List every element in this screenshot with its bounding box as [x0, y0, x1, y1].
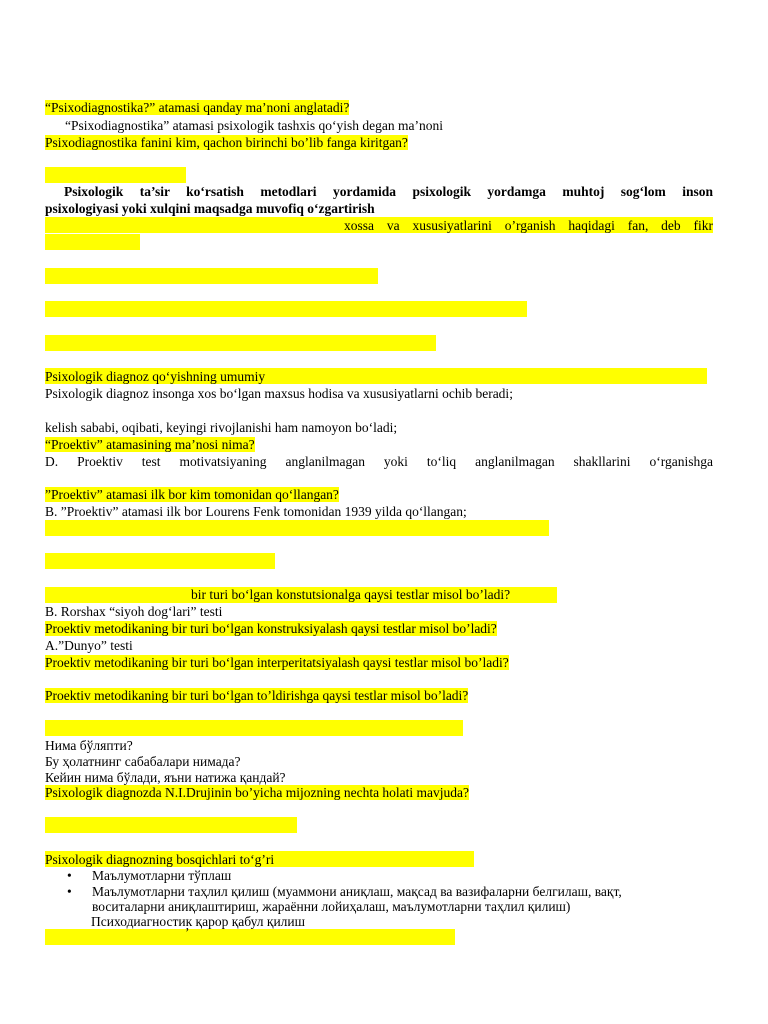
diagnosis-origin: kelish sababi, oqibati, keyingi rivojlanishi ham namoyon bo‘ladi; — [45, 420, 398, 435]
highlight-bar — [45, 553, 275, 569]
answer-konstitutsional: B. Rorshax “siyoh dog‘lari” testi — [45, 604, 223, 619]
diagnosis-general: Psixologik diagnoz qo‘yishning umumiy — [45, 369, 266, 384]
highlight-bar — [45, 268, 378, 284]
question-who-introduced: Psixodiagnostika fanini kim, qachon birinchi bo’lib fanga kiritgan? — [45, 135, 408, 150]
xossa-line: xossa va xususiyatlarini o’rganish haqidagi fan, deb fikr — [344, 218, 713, 233]
bullet-icon: • — [67, 868, 72, 883]
highlight-bar — [45, 301, 527, 317]
question-drujinin: Psixologik diagnozda N.I.Drujinin bo’yicha mijozning nechta holati mavjuda? — [45, 785, 470, 800]
bold-paragraph-line-1: Psixologik ta’sir ko‘rsatish metodlari yordamida psixologik yordamga muhtoj sog‘lom inson — [64, 184, 713, 199]
question-interpretatsiya: Proektiv metodikaning bir turi bo‘lgan interperitatsiyalash qaysi testlar misol bo’ladi? — [45, 655, 509, 670]
bullet-icon: • — [67, 884, 72, 899]
highlight-bar — [45, 817, 297, 833]
cyrillic-question-3: Кейин нима бўлади, яъни натижа қандай? — [45, 770, 286, 785]
stage-item-1: Маълумотларни тўплаш — [92, 868, 232, 883]
answer-psixodiagnostika-meaning: “Psixodiagnostika” atamasi psixologik tashxis qo‘yish degan ma’noni — [65, 118, 443, 133]
diagnosis-reveals: Psixologik diagnoz insonga xos bo‘lgan maxsus hodisa va xususiyatlarni ochib beradi; — [45, 386, 513, 401]
cyrillic-question-1: Нима бўляпти? — [45, 738, 133, 753]
question-toldirish: Proektiv metodikaning bir turi bo‘lgan to’ldirishga qaysi testlar misol bo’ladi? — [45, 688, 469, 703]
answer-konstruksiya: A.”Dunyo” testi — [45, 638, 133, 653]
highlight-bar — [45, 234, 140, 250]
answer-proektiv-meaning: D. Proektiv test motivatsiyaning anglanilmagan yoki to‘liq anglanilmagan shakllarini o‘rganishga — [45, 454, 713, 469]
question-proektiv-meaning: “Proektiv” atamasining ma’nosi nima? — [45, 437, 255, 452]
question-konstruksiya: Proektiv metodikaning bir turi bo‘lgan konstruksiyalash qaysi testlar misol bo’ladi? — [45, 621, 497, 636]
question-proektiv-first-use: ”Proektiv” atamasi ilk bor kim tomonidan qo‘llangan? — [45, 487, 339, 502]
question-stages: Psixologik diagnozning bosqichlari to‘g’ri — [45, 852, 275, 867]
highlight-bar — [45, 335, 436, 351]
highlight-bar — [45, 167, 186, 183]
stage-item-3: Психодиагностик қарор қабул қилиш — [91, 914, 306, 929]
stage-item-2-line-1: Маълумотларни таҳлил қилиш (муаммони аниқлаш, мақсад ва вазифаларни белгилаш, вақт, — [92, 884, 622, 899]
cyrillic-question-2: Бу ҳолатнинг сабабалари нимада? — [45, 754, 241, 769]
question-konstitutsional: bir turi bo‘lgan konstutsionalga qaysi testlar misol bo’ladi? — [191, 587, 511, 602]
highlight-bar — [45, 720, 463, 736]
highlight-bar — [45, 929, 455, 945]
answer-proektiv-first-use: B. ”Proektiv” atamasi ilk bor Lourens Fenk tomonidan 1939 yilda qo‘llangan; — [45, 504, 467, 519]
stray-mark: ’ — [185, 925, 190, 940]
question-psixodiagnostika-meaning: “Psixodiagnostika?” atamasi qanday ma’noni anglatadi? — [45, 100, 350, 115]
highlight-bar — [45, 520, 549, 536]
bold-paragraph-line-2: psixologiyasi yoki xulqini maqsadga muvofiq o‘zgartirish — [45, 201, 375, 216]
stage-item-2-line-2: воситаларни аниқлаштириш, жараённи лойиҳалаш, маълумотларни таҳлил қилиш) — [92, 899, 571, 914]
